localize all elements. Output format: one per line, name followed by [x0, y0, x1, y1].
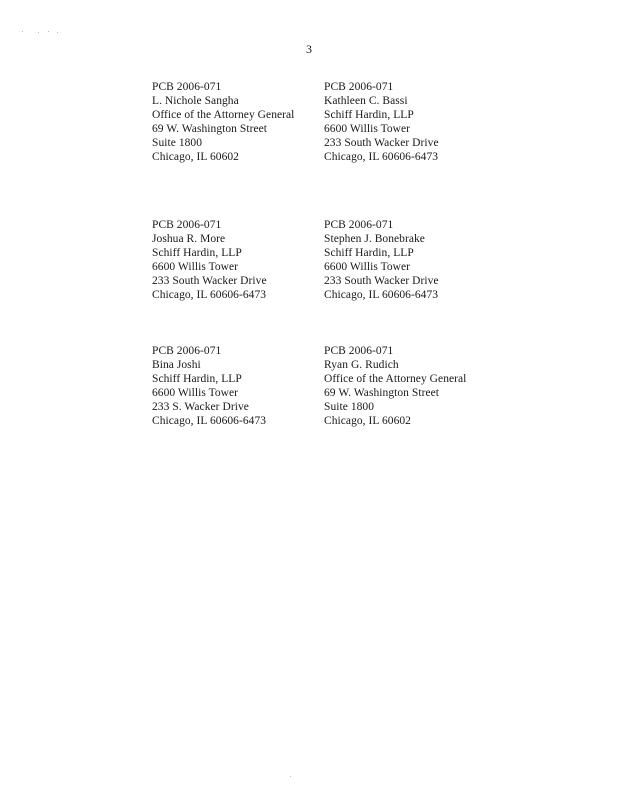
case-number: PCB 2006-071	[324, 81, 394, 93]
recipient-name: Kathleen C. Bassi	[324, 95, 408, 107]
recipient-name: Bina Joshi	[152, 359, 201, 371]
service-entry-rudich	[324, 344, 466, 428]
address-line: Office of the Attorney General	[324, 373, 467, 385]
address-line: 69 W. Washington Street	[152, 123, 268, 135]
service-entry-more	[152, 218, 267, 302]
address-line: 6600 Willis Tower	[324, 123, 411, 135]
address-line: Chicago, IL 60602	[324, 415, 411, 427]
case-number: PCB 2006-071	[152, 219, 222, 231]
scan-speck	[38, 32, 39, 33]
scan-speck	[48, 31, 49, 32]
service-entry-sangha	[152, 80, 294, 164]
address-line: Office of the Attorney General	[152, 109, 295, 121]
case-number: PCB 2006-071	[152, 345, 222, 357]
address-line: 6600 Willis Tower	[324, 261, 411, 273]
address-line: Chicago, IL 60606-6473	[324, 289, 439, 301]
address-line: 233 South Wacker Drive	[324, 275, 439, 287]
address-line: Schiff Hardin, LLP	[152, 247, 242, 259]
recipient-name: L. Nichole Sangha	[152, 95, 239, 107]
recipient-name: Ryan G. Rudich	[324, 359, 399, 371]
case-number: PCB 2006-071	[152, 81, 222, 93]
address-line: 233 South Wacker Drive	[152, 275, 267, 287]
address-line: 6600 Willis Tower	[152, 387, 239, 399]
case-number: PCB 2006-071	[324, 345, 394, 357]
service-entry-bonebrake	[324, 218, 439, 302]
address-line: Chicago, IL 60606-6473	[152, 415, 267, 427]
address-line: 69 W. Washington Street	[324, 387, 440, 399]
address-line: Chicago, IL 60602	[152, 151, 239, 163]
address-line: Suite 1800	[152, 137, 203, 149]
address-line: Schiff Hardin, LLP	[324, 247, 414, 259]
address-line: 6600 Willis Tower	[152, 261, 239, 273]
address-line: Schiff Hardin, LLP	[152, 373, 242, 385]
scan-speck	[290, 776, 291, 777]
service-entry-joshi	[152, 344, 266, 428]
address-line: Schiff Hardin, LLP	[324, 109, 414, 121]
case-number: PCB 2006-071	[324, 219, 394, 231]
service-entry-bassi	[324, 80, 439, 164]
page-number: 3	[306, 42, 312, 56]
scan-speck	[22, 31, 23, 32]
scan-speck	[57, 32, 58, 33]
address-line: Chicago, IL 60606-6473	[152, 289, 267, 301]
recipient-name: Stephen J. Bonebrake	[324, 233, 425, 245]
address-line: Suite 1800	[324, 401, 375, 413]
address-line: 233 S. Wacker Drive	[152, 401, 249, 413]
address-line: Chicago, IL 60606-6473	[324, 151, 439, 163]
address-line: 233 South Wacker Drive	[324, 137, 439, 149]
recipient-name: Joshua R. More	[152, 233, 226, 245]
